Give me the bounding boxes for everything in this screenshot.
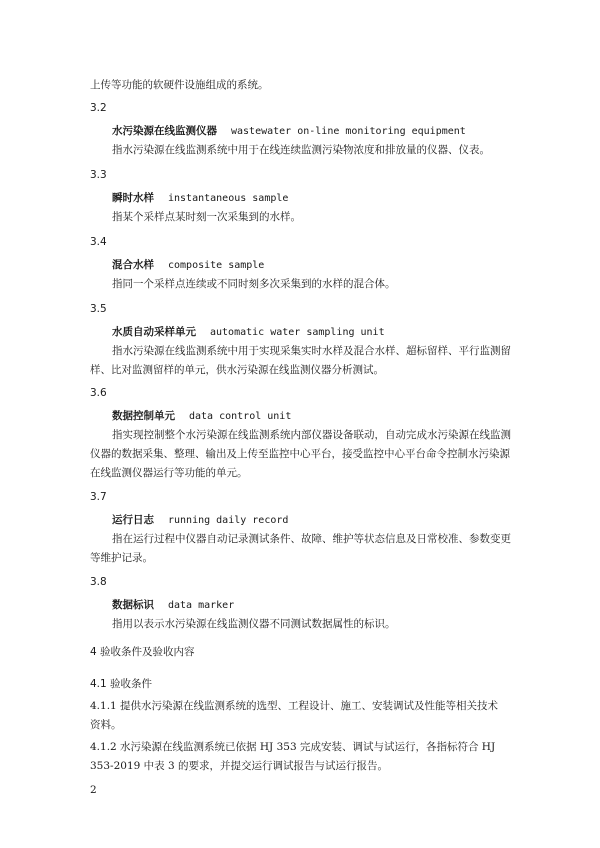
clause-text-cont: 353-2019 中表 3 的要求，并提交运行调试报告与试运行报告。: [90, 760, 389, 772]
term-zh: 水质自动采样单元: [112, 326, 196, 338]
term-heading: [112, 513, 288, 528]
term-zh: 混合水样: [112, 259, 154, 271]
term-zh: 运行日志: [112, 514, 154, 526]
term-heading: [112, 258, 264, 273]
clause-text: 4.1.1 提供水污染源在线监测系统的选型、工程设计、施工、安装调试及性能等相关技术: [90, 700, 499, 712]
term-en: running daily record: [168, 515, 289, 526]
term-number: 3.8: [90, 576, 107, 588]
section-heading: 4 验收条件及验收内容: [90, 646, 195, 658]
term-definition: 指水污染源在线监测系统中用于在线连续监测污染物浓度和排放量的仪器、仪表。: [112, 144, 490, 156]
term-heading: [112, 409, 291, 424]
term-en: data marker: [168, 600, 235, 611]
term-number: 3.7: [90, 491, 107, 503]
term-heading: [112, 124, 466, 139]
term-definition: 指某个采样点某时刻一次采集到的水样。: [112, 211, 301, 223]
term-heading: [112, 325, 385, 340]
term-heading: [112, 191, 288, 206]
term-definition: 指实现控制整个水污染源在线监测系统内部仪器设备联动，自动完成水污染源在线监测: [112, 429, 511, 441]
term-number: 3.6: [90, 387, 107, 399]
term-zh: 瞬时水样: [112, 192, 154, 204]
term-number: 3.3: [90, 169, 107, 181]
term-en: composite sample: [168, 260, 265, 271]
term-zh: 数据标识: [112, 599, 154, 611]
subsection-heading: 4.1 验收条件: [90, 678, 153, 690]
term-definition-cont: 样、比对监测留样的单元，供水污染源在线监测仪器分析测试。: [90, 364, 384, 376]
term-heading: [112, 598, 234, 613]
term-number: 3.5: [90, 303, 107, 315]
term-number: 3.2: [90, 102, 107, 114]
term-definition: 指水污染源在线监测系统中用于实现采集实时水样及混合水样、超标留样、平行监测留: [112, 345, 511, 357]
intro-tail: 上传等功能的软硬件设施组成的系统。: [90, 79, 269, 91]
term-definition: 指在运行过程中仪器自动记录测试条件、故障、维护等状态信息及日常校准、参数变更: [112, 533, 511, 545]
term-number: 3.4: [90, 236, 107, 248]
clause-text-cont: 资料。: [90, 719, 122, 731]
term-definition: 指同一个采样点连续或不同时刻多次采集到的水样的混合体。: [112, 278, 396, 290]
term-definition: 指用以表示水污染源在线监测仪器不同测试数据属性的标识。: [112, 618, 396, 630]
page-number: 2: [90, 784, 97, 796]
term-en: wastewater on-line monitoring equipment: [231, 126, 466, 137]
term-en: instantaneous sample: [168, 193, 289, 204]
term-en: automatic water sampling unit: [210, 327, 385, 338]
term-definition-cont: 等维护记录。: [90, 552, 153, 564]
term-zh: 水污染源在线监测仪器: [112, 125, 217, 137]
clause-text: 4.1.2 水污染源在线监测系统已依据 HJ 353 完成安装、调试与试运行，各指标符合 HJ: [90, 741, 496, 753]
term-zh: 数据控制单元: [112, 410, 175, 422]
term-definition-cont: 仪器的数据采集、整理、输出及上传至监控中心平台，接受监控中心平台命令控制水污染源: [90, 448, 510, 460]
term-definition-cont: 在线监测仪器运行等功能的单元。: [90, 467, 248, 479]
term-en: data control unit: [189, 411, 292, 422]
